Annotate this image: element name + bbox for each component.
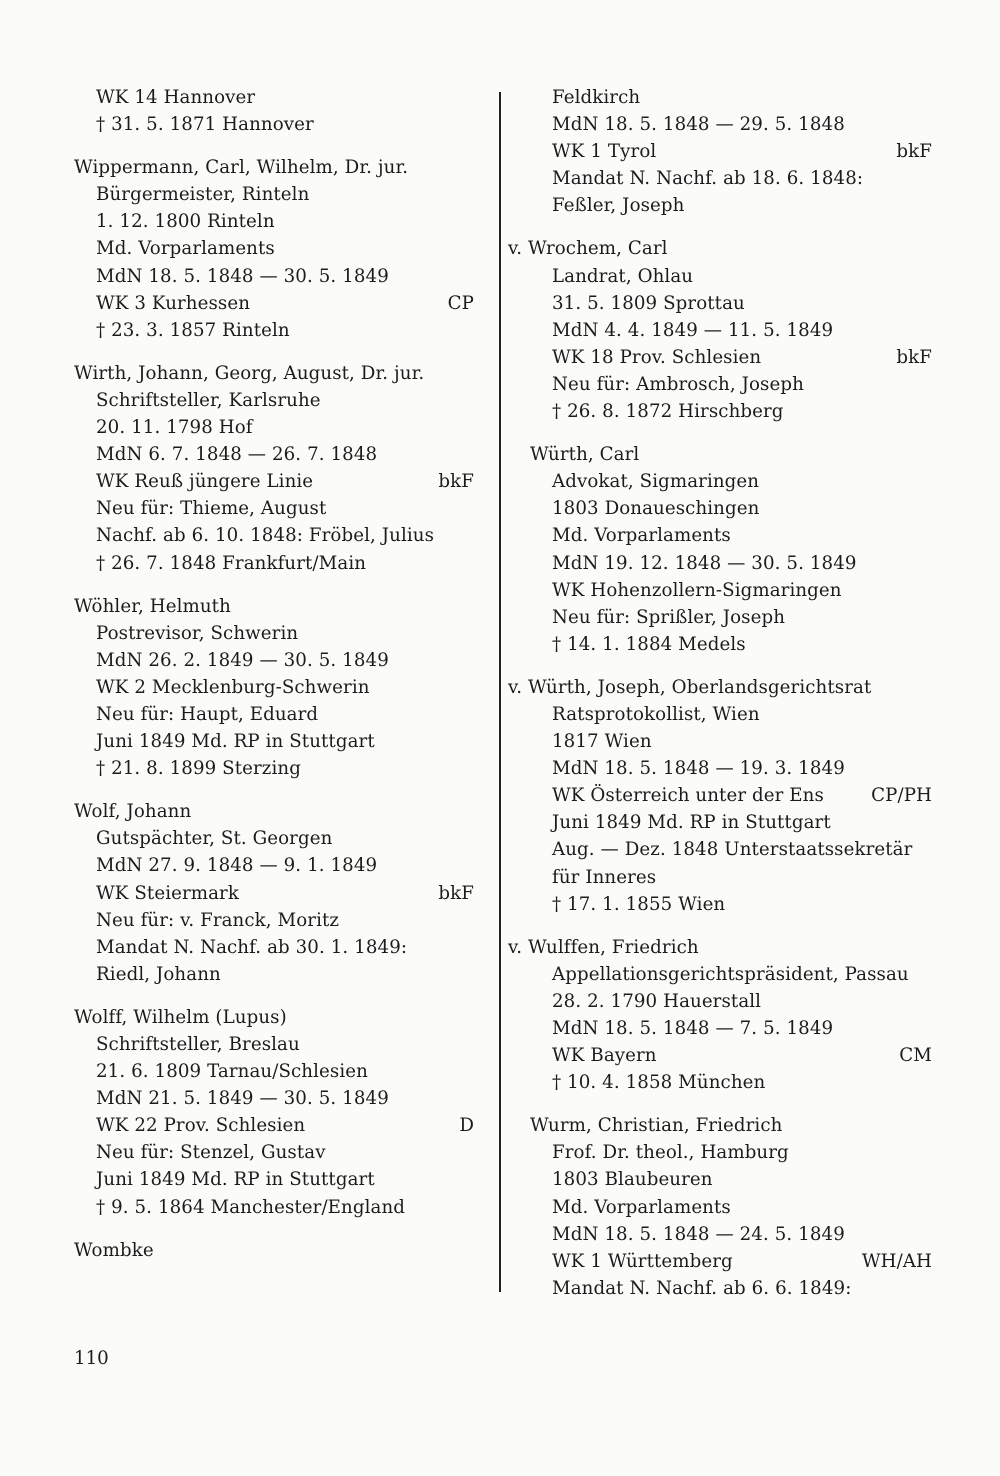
entry-line <box>74 290 474 317</box>
faction-tag: WH/AH <box>861 1250 932 1272</box>
entry-name <box>74 360 474 387</box>
entry-line <box>74 961 474 988</box>
entry-text: Neu für: Stenzel, Gustav <box>96 1142 326 1164</box>
entry-text: Wurm, Christian, Friedrich <box>530 1115 783 1137</box>
entry-line <box>530 371 932 398</box>
entry-text: † 14. 1. 1884 Medels <box>552 633 746 655</box>
entry-line <box>530 701 932 728</box>
entry-line <box>74 934 474 961</box>
entry-text: Würth, Carl <box>530 444 640 466</box>
entry-line <box>74 181 474 208</box>
entry-line <box>530 1166 932 1193</box>
entry-name <box>530 441 932 468</box>
entry-text: WK Reuß jüngere Linie <box>96 471 314 493</box>
entry-text: Wippermann, Carl, Wilhelm, Dr. jur. <box>74 157 409 179</box>
entry-line <box>74 468 474 495</box>
entry-line <box>74 208 474 235</box>
entry-text: 1. 12. 1800 Rinteln <box>96 211 275 233</box>
entry-text: Wöhler, Helmuth <box>74 595 231 617</box>
entry-line <box>74 441 474 468</box>
entry-text: 31. 5. 1809 Sprottau <box>552 292 745 314</box>
entry-line <box>530 604 932 631</box>
entry-line <box>74 317 474 344</box>
left-column <box>74 84 474 1280</box>
entry-text: 1817 Wien <box>552 731 652 753</box>
entry-line <box>74 647 474 674</box>
column-divider <box>499 92 501 1292</box>
entry-text: Frof. Dr. theol., Hamburg <box>552 1142 789 1164</box>
entry-text: WK 1 Tyrol <box>552 141 657 163</box>
entry-line <box>74 522 474 549</box>
entry-line <box>530 1015 932 1042</box>
entry-line <box>74 111 474 138</box>
entry-line <box>530 1069 932 1096</box>
entry-text: Bürgermeister, Rinteln <box>96 184 310 206</box>
entry-text: WK Bayern <box>552 1045 657 1067</box>
entry-line <box>74 1166 474 1193</box>
entry-text: † 23. 3. 1857 Rinteln <box>96 319 290 341</box>
right-column <box>508 84 932 1318</box>
entry-text: Schriftsteller, Breslau <box>96 1034 300 1055</box>
entry-line <box>74 1058 474 1085</box>
entry-text: WK 18 Prov. Schlesien <box>552 346 762 368</box>
entry-name <box>74 593 474 620</box>
entry-text: Appellationsgerichtspräsident, Passau <box>552 963 909 985</box>
entry-text: † 17. 1. 1855 Wien <box>552 893 726 915</box>
entry-name <box>508 934 932 961</box>
faction-tag: bkF <box>438 471 474 493</box>
entry-text: MdN 18. 5. 1848 — 29. 5. 1848 <box>552 114 845 136</box>
register-entry <box>508 934 932 1097</box>
entry-line <box>530 263 932 290</box>
entry-text: Mandat N. Nachf. ab 18. 6. 1848: <box>552 168 864 190</box>
entry-text: Neu für: v. Franck, Moritz <box>96 909 340 931</box>
entry-text: Postrevisor, Schwerin <box>96 622 299 644</box>
entry-text: Md. Vorparlaments <box>552 1196 731 1218</box>
entry-text: 28. 2. 1790 Hauerstall <box>552 990 762 1012</box>
entry-text: 1803 Blaubeuren <box>552 1169 713 1191</box>
entry-line <box>530 468 932 495</box>
page-number: 110 <box>74 1348 109 1369</box>
entry-line <box>530 631 932 658</box>
faction-tag: bkF <box>896 141 932 163</box>
entry-text: 20. 11. 1798 Hof <box>96 417 253 439</box>
register-entry <box>74 360 474 577</box>
entry-text: MdN 6. 7. 1848 — 26. 7. 1848 <box>96 444 378 466</box>
entry-text: Neu für: Sprißler, Joseph <box>552 606 786 628</box>
entry-text: 1803 Donaueschingen <box>552 498 760 520</box>
register-entry <box>74 798 474 988</box>
entry-text: WK 2 Mecklenburg-Schwerin <box>96 676 370 698</box>
entry-name <box>508 235 932 262</box>
entry-text: Advokat, Sigmaringen <box>552 471 760 493</box>
register-entry <box>530 1112 932 1302</box>
entry-line <box>74 84 474 111</box>
entry-line <box>530 1139 932 1166</box>
entry-text: MdN 18. 5. 1848 — 24. 5. 1849 <box>552 1223 845 1245</box>
entry-line <box>530 111 932 138</box>
entry-line <box>74 1139 474 1166</box>
entry-line <box>74 1085 474 1112</box>
entry-text: für Inneres <box>552 866 657 888</box>
entry-line <box>530 755 932 782</box>
entry-text: Neu für: Thieme, August <box>96 498 327 520</box>
entry-text: MdN 27. 9. 1848 — 9. 1. 1849 <box>96 855 378 877</box>
entry-name <box>74 798 474 825</box>
entry-line <box>74 550 474 577</box>
entry-text: † 26. 7. 1848 Frankfurt/Main <box>96 552 367 574</box>
entry-line <box>74 414 474 441</box>
entry-text: Wolff, Wilhelm (Lupus) <box>74 1006 287 1028</box>
entry-text: † 10. 4. 1858 München <box>552 1072 766 1094</box>
entry-name <box>74 1237 474 1264</box>
entry-line <box>74 495 474 522</box>
entry-line <box>74 825 474 852</box>
entry-text: † 26. 8. 1872 Hirschberg <box>552 401 784 423</box>
faction-tag: bkF <box>438 882 474 904</box>
entry-line <box>74 263 474 290</box>
entry-name <box>74 1004 474 1031</box>
entry-text: Juni 1849 Md. RP in Stuttgart <box>96 1169 375 1191</box>
entry-text: Schriftsteller, Karlsruhe <box>96 389 321 411</box>
entry-text: Landrat, Ohlau <box>552 265 694 287</box>
entry-text: Nachf. ab 6. 10. 1848: Fröbel, Julius <box>96 525 435 547</box>
entry-text: Juni 1849 Md. RP in Stuttgart <box>552 812 831 834</box>
entry-line <box>530 891 932 918</box>
entry-text: Riedl, Johann <box>96 963 221 985</box>
entry-line <box>530 728 932 755</box>
entry-text: WK 14 Hannover <box>96 87 256 108</box>
entry-text: WK 22 Prov. Schlesien <box>96 1115 306 1137</box>
entry-name <box>530 1112 932 1139</box>
entry-line <box>530 577 932 604</box>
entry-line <box>530 398 932 425</box>
entry-line <box>530 317 932 344</box>
entry-text: MdN 21. 5. 1849 — 30. 5. 1849 <box>96 1088 389 1110</box>
entry-text: Gutspächter, St. Georgen <box>96 828 333 850</box>
entry-text: MdN 18. 5. 1848 — 30. 5. 1849 <box>96 265 389 287</box>
entry-text: MdN 19. 12. 1848 — 30. 5. 1849 <box>552 552 857 574</box>
register-entry <box>530 441 932 658</box>
entry-text: † 21. 8. 1899 Sterzing <box>96 758 301 780</box>
entry-name <box>508 674 932 701</box>
entry-text: WK Österreich unter der Ens <box>552 785 824 807</box>
entry-text: 21. 6. 1809 Tarnau/Schlesien <box>96 1061 368 1083</box>
entry-line <box>530 138 932 165</box>
entry-text: WK 1 Württemberg <box>552 1250 733 1272</box>
entry-text: MdN 18. 5. 1848 — 19. 3. 1849 <box>552 758 845 780</box>
faction-tag: CP/PH <box>871 785 932 807</box>
entry-text: Wolf, Johann <box>74 801 192 823</box>
entry-text: Neu für: Ambrosch, Joseph <box>552 373 804 395</box>
entry-line <box>74 1112 474 1139</box>
entry-line <box>530 290 932 317</box>
faction-tag: CP <box>447 292 474 314</box>
entry-line <box>74 880 474 907</box>
entry-text: Juni 1849 Md. RP in Stuttgart <box>96 731 375 753</box>
entry-line <box>74 1031 474 1058</box>
entry-line <box>530 809 932 836</box>
entry-text: v. Wrochem, Carl <box>508 238 668 260</box>
entry-text: Aug. — Dez. 1848 Unterstaatssekretär <box>552 839 913 861</box>
entry-line <box>530 782 932 809</box>
entry-text: Ratsprotokollist, Wien <box>552 703 760 725</box>
entry-text: Feldkirch <box>552 87 641 108</box>
entry-line <box>530 165 932 192</box>
entry-line <box>530 1194 932 1221</box>
entry-line <box>530 522 932 549</box>
register-entry <box>74 1237 474 1264</box>
entry-line <box>530 84 932 111</box>
entry-line <box>530 1275 932 1302</box>
register-entry <box>508 674 932 918</box>
entry-line <box>74 728 474 755</box>
entry-line <box>530 988 932 1015</box>
entry-text: v. Wulffen, Friedrich <box>508 936 699 958</box>
register-entry <box>74 593 474 783</box>
entry-line <box>530 192 932 219</box>
entry-text: Md. Vorparlaments <box>552 525 731 547</box>
entry-text: MdN 26. 2. 1849 — 30. 5. 1849 <box>96 649 389 671</box>
entry-line <box>74 755 474 782</box>
entry-text: Md. Vorparlaments <box>96 238 275 260</box>
entry-line <box>530 1042 932 1069</box>
entry-text: Wirth, Johann, Georg, August, Dr. jur. <box>74 362 425 384</box>
entry-line <box>530 1248 932 1275</box>
entry-text: Neu für: Haupt, Eduard <box>96 703 319 725</box>
entry-line <box>74 701 474 728</box>
entry-text: Feßler, Joseph <box>552 195 685 217</box>
entry-text: Wombke <box>74 1239 154 1261</box>
entry-text: MdN 4. 4. 1849 — 11. 5. 1849 <box>552 319 834 341</box>
entry-line <box>530 836 932 863</box>
entry-text: WK 3 Kurhessen <box>96 292 251 314</box>
entry-line <box>530 961 932 988</box>
faction-tag: bkF <box>896 346 932 368</box>
entry-line <box>530 495 932 522</box>
entry-line <box>74 907 474 934</box>
register-entry <box>74 154 474 344</box>
entry-text: Mandat N. Nachf. ab 30. 1. 1849: <box>96 936 408 958</box>
entry-line <box>74 1194 474 1221</box>
entry-text: WK Steiermark <box>96 882 239 904</box>
entry-text: v. Würth, Joseph, Oberlandsgerichtsrat <box>508 676 872 698</box>
entry-line <box>530 864 932 891</box>
entry-line <box>530 550 932 577</box>
entry-line <box>74 852 474 879</box>
faction-tag: D <box>459 1115 474 1137</box>
entry-text: MdN 18. 5. 1848 — 7. 5. 1849 <box>552 1018 834 1039</box>
entry-text: † 9. 5. 1864 Manchester/England <box>96 1196 406 1218</box>
entry-line <box>74 387 474 414</box>
register-entry <box>508 235 932 425</box>
entry-line <box>74 620 474 647</box>
entry-line <box>530 1221 932 1248</box>
entry-line <box>530 344 932 371</box>
entry-text: WK Hohenzollern-Sigmaringen <box>552 579 842 601</box>
entry-text: † 31. 5. 1871 Hannover <box>96 114 314 136</box>
faction-tag: CM <box>899 1045 932 1067</box>
entry-line <box>74 235 474 262</box>
entry-name <box>74 154 474 181</box>
register-entry <box>530 84 932 219</box>
entry-line <box>74 674 474 701</box>
register-entry <box>74 1004 474 1221</box>
entry-text: Mandat N. Nachf. ab 6. 6. 1849: <box>552 1277 852 1299</box>
register-entry <box>74 84 474 138</box>
